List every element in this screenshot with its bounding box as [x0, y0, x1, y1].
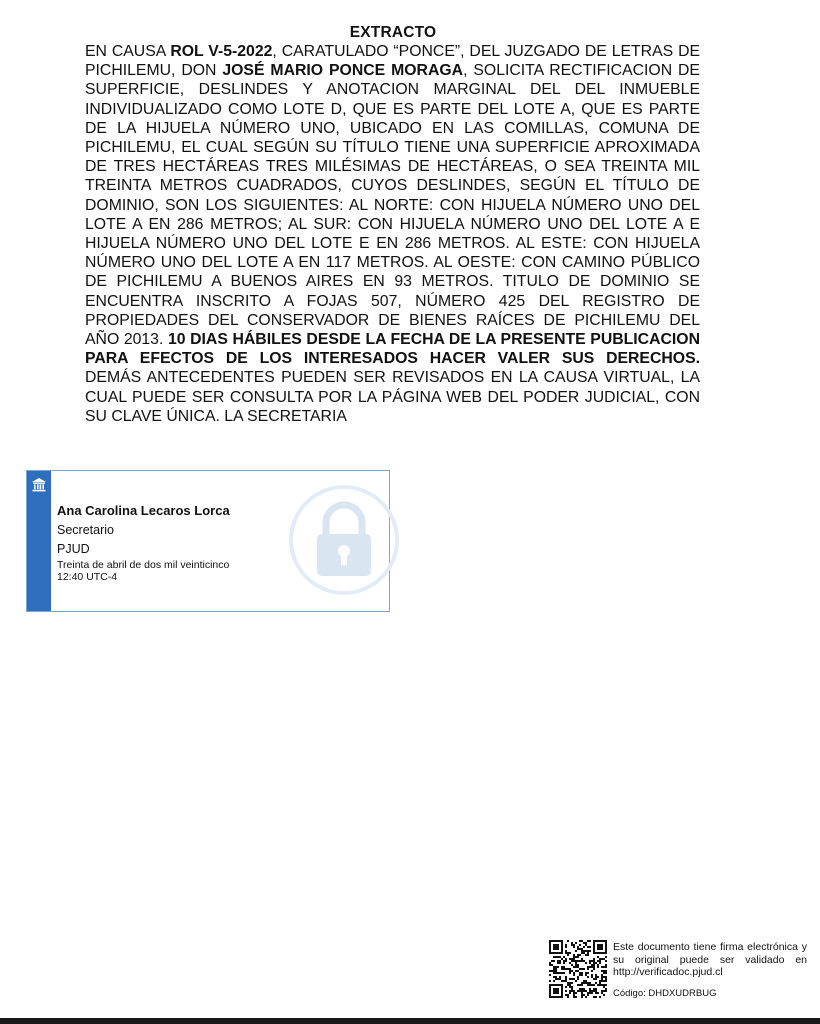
electronic-signature-box: [26, 470, 390, 612]
bottom-edge: [0, 1018, 820, 1024]
body-segment: , SOLICITA RECTIFICACION DE SUPERFICIE, DESLINDES Y ANOTACION MARGINAL DEL DEL INMUEBLE INDIVIDUALIZADO COMO LOTE D, QUE ES PARTE DEL LOTE A, QUE ES PARTE DE LA HIJUELA NÚMERO UNO, UBICADO EN LAS COMILLAS, COMUNA DE PICHILEMU, EL CUAL SEGÚN SU TÍTULO TIENE UNA SUPERFICIE APROXIMADA DE TRES HECTÁREAS TRES MILÉSIMAS DE HECTÁREAS, O SEA TREINTA MIL TREINTA METROS CUADRADOS, CUYOS DESLINDES, SEGÚN EL TÍTULO DE DOMINIO, SON LOS SIGUIENTES: AL NORTE: CON HIJUELA NÚMERO UNO DEL LOTE A EN 286 METROS; AL SUR: CON HIJUELA NÚMERO UNO DEL LOTE A E HIJUELA NÚMERO UNO DEL LOTE E EN 286 METROS. AL ESTE: CON HIJUELA NÚMERO UNO DEL LOTE A EN 117 METROS. AL OESTE: CON CAMINO PÚBLICO DE PICHILEMU A BUENOS AIRES EN 93 METROS. TITULO DE DOMINIO SE ENCUENTRA INSCRITO A FOJAS 507, NÚMERO 425 DEL REGISTRO DE PROPIEDADES DEL CONSERVADOR DE BIENES RAÍCES DE PICHILEMU DEL AÑO 2013.: [85, 62, 700, 349]
document-title: EXTRACTO: [349, 24, 437, 41]
signature-date: Treinta de abril de dos mil veinticinco: [57, 559, 230, 571]
signer-name: Ana Carolina Lecaros Lorca: [57, 503, 230, 518]
qr-code-icon: [549, 940, 607, 998]
signature-time: 12:40 UTC-4: [57, 571, 118, 583]
signature-timestamp: [57, 559, 229, 583]
code-value: DHDXUDRBUG: [648, 988, 717, 999]
deadline-notice: 10 DIAS HÁBILES DESDE LA FECHA DE LA PRESENTE PUBLICACION PARA EFECTOS DE LOS INTERESADOS HACER VALER SUS DERECHOS.: [85, 331, 700, 368]
case-number: ROL V-5-2022: [170, 43, 273, 60]
lock-icon: [289, 485, 399, 595]
institution-icon: [31, 477, 47, 493]
body-segment: EN CAUSA: [85, 43, 171, 60]
document-body: [85, 42, 700, 426]
body-segment: DEMÁS ANTECEDENTES PUEDEN SER REVISADOS EN LA CAUSA VIRTUAL, LA CUAL PUEDE SER CONSULTA POR LA PÁGINA WEB DEL PODER JUDICIAL, CON SU CLAVE ÚNICA. LA SECRETARIA: [85, 369, 700, 425]
signature-side-bar: [27, 471, 51, 611]
verification-notice: Este documento tiene firma electrónica y su original puede ser validado en http://verificadoc.pjud.cl: [613, 941, 807, 978]
applicant-name: JOSÉ MARIO PONCE MORAGA: [222, 62, 464, 80]
verification-code: [613, 988, 716, 999]
signer-organization: PJUD: [57, 542, 90, 556]
code-label: Código:: [613, 988, 646, 999]
body-segment: , CARATULADO “PONCE”, DEL JUZGADO DE LETRAS DE PICHILEMU, DON: [85, 43, 701, 80]
signer-role: Secretario: [57, 523, 114, 537]
